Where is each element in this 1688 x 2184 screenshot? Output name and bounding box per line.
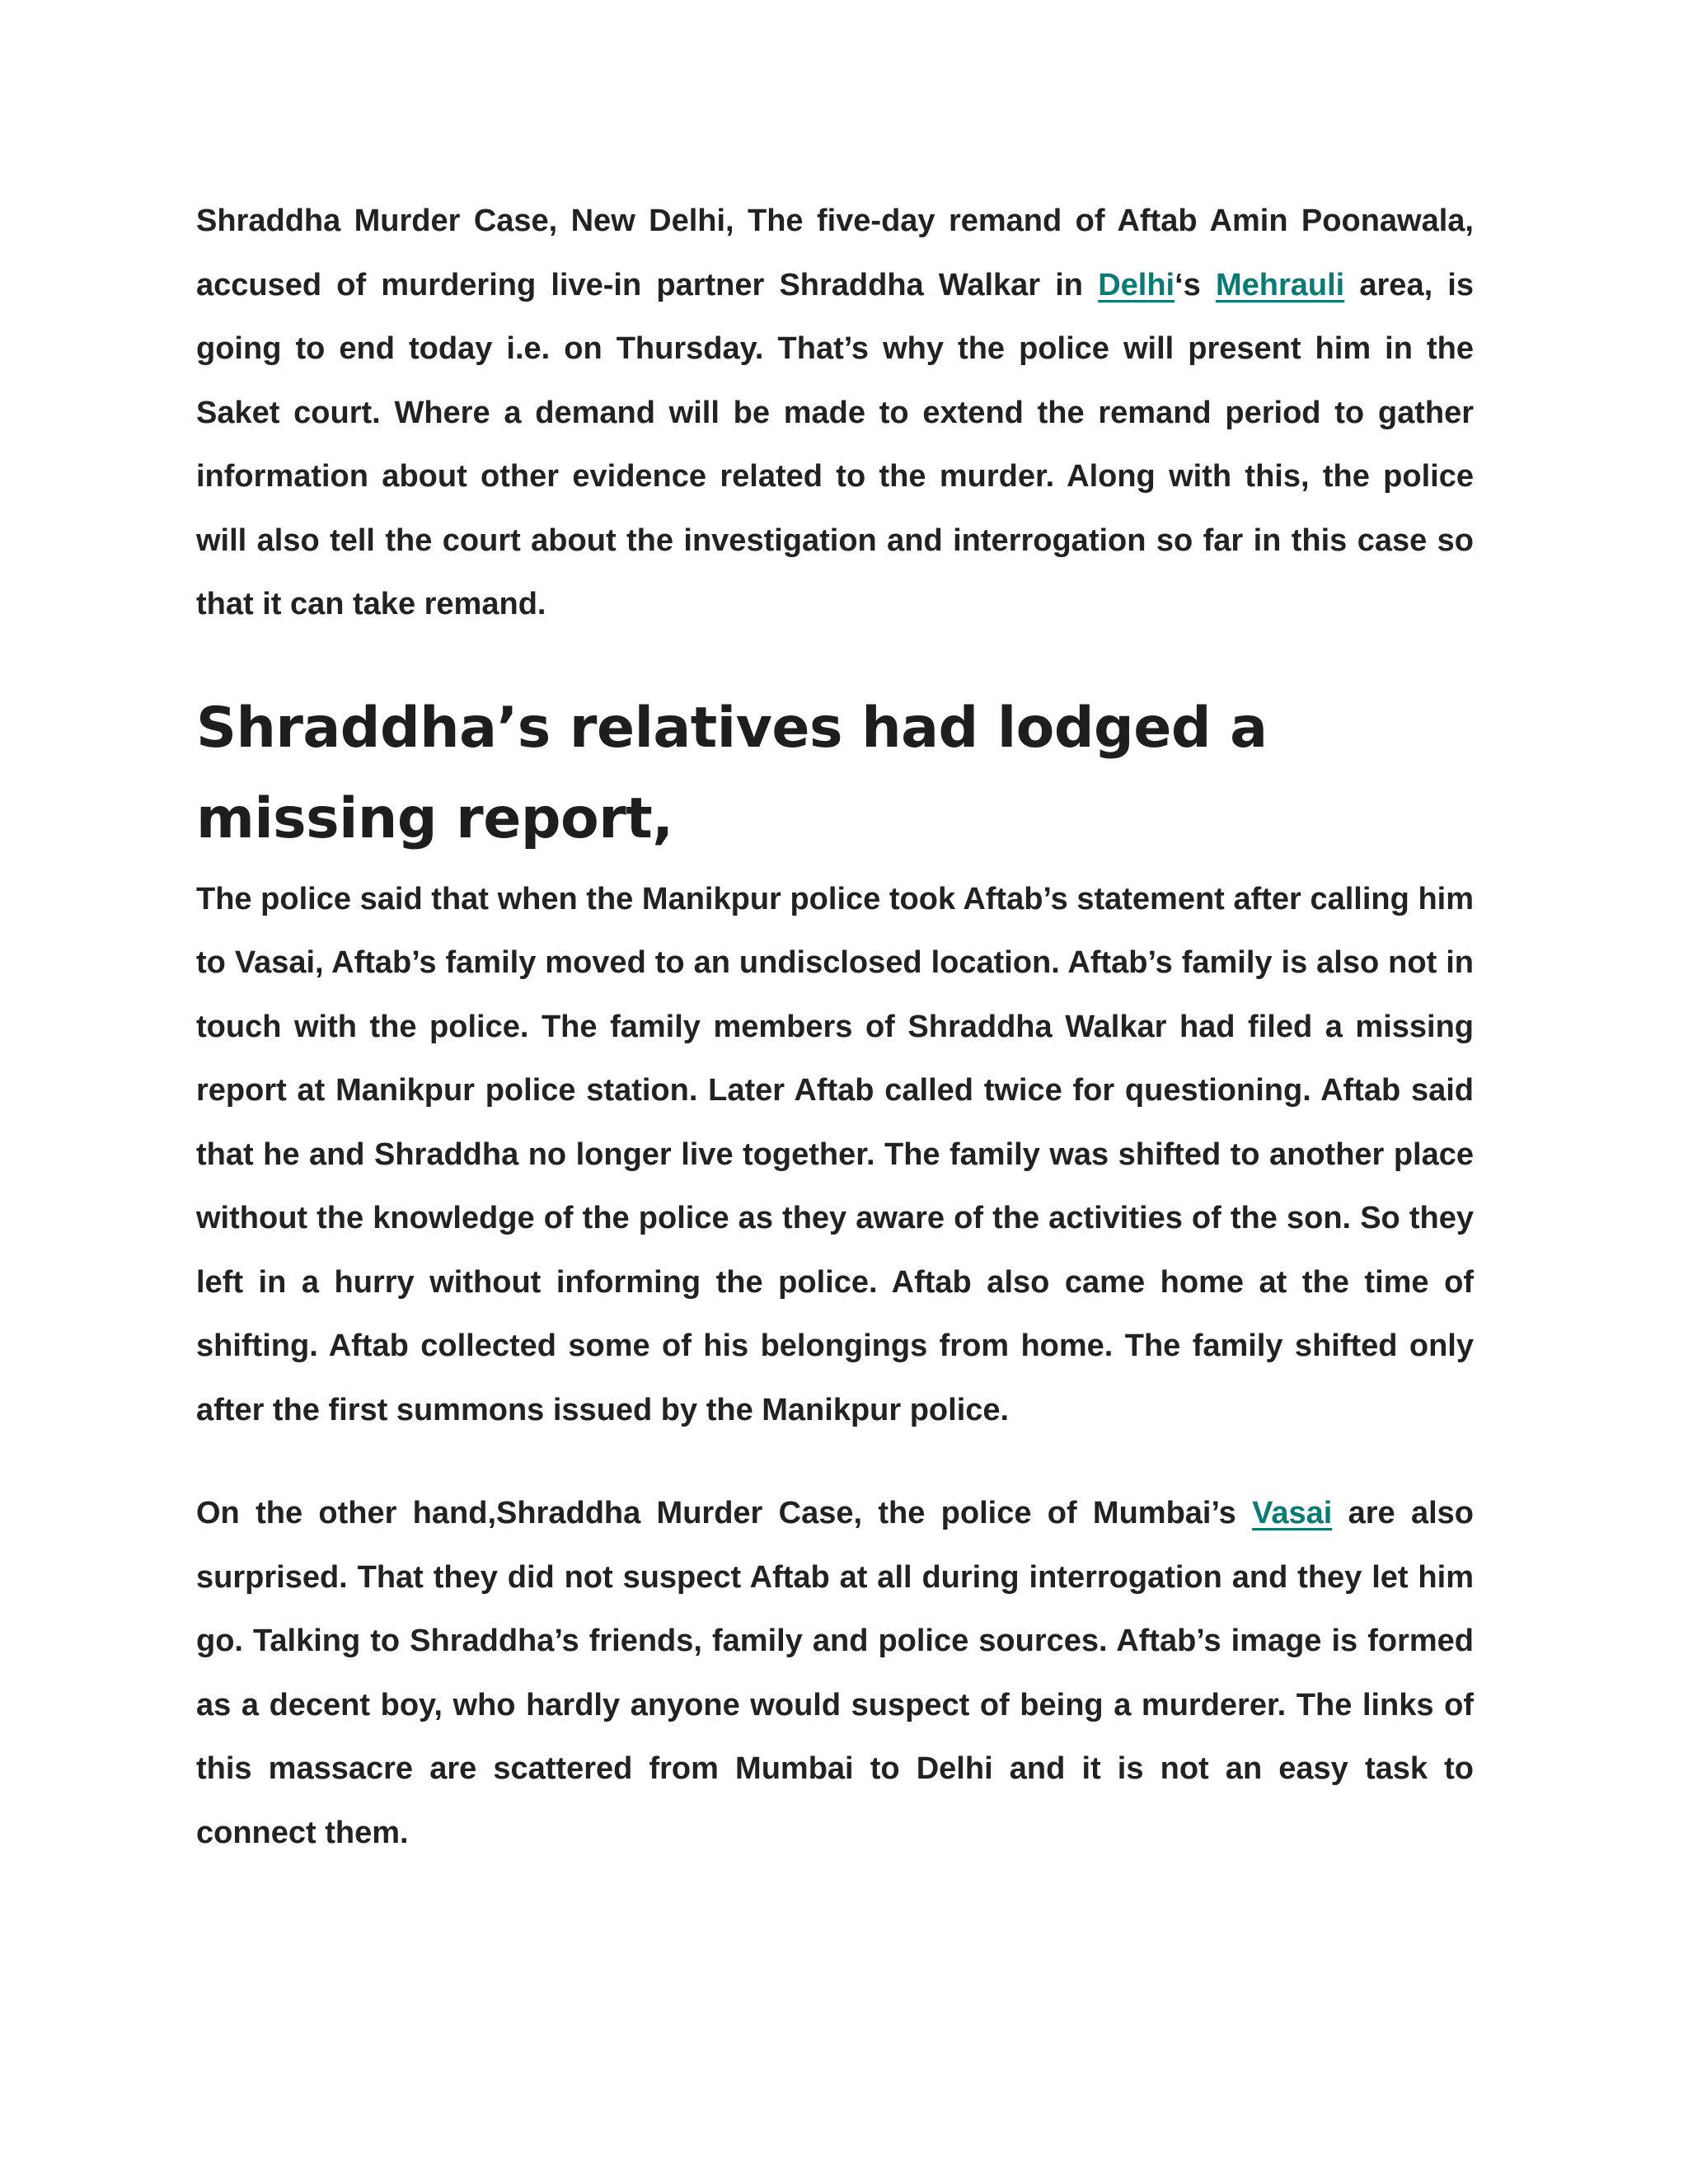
paragraph-text: On the other hand,Shraddha Murder Case, the police of Mumbai’s bbox=[196, 1496, 1253, 1530]
paragraph-vasai-police bbox=[196, 1482, 1474, 1865]
paragraph-text: Shraddha Murder Case, New Delhi, The five-day remand of Aftab Amin Poonawala, accused of murdering live-in partner Shraddha Walkar in bbox=[196, 204, 1474, 302]
paragraph-remand bbox=[196, 190, 1474, 637]
paragraph-text: area, is going to end today i.e. on Thursday. That’s why the police will present him in the Saket court. Where a demand will be made to extend the remand period to gather information about other evidence related to the murder. Along with this, the police will also tell the court about the investigation and interrogation so far in this case so that it can take remand. bbox=[196, 267, 1474, 621]
link-delhi[interactable]: Delhi bbox=[1098, 267, 1175, 302]
paragraph-missing-report: The police said that when the Manikpur police took Aftab’s statement after calling him to Vasai, Aftab’s family moved to an undisclosed location. Aftab’s family is also not in touch with the police. The family members of Shraddha Walkar had filed a missing report at Manikpur police station. Later Aftab called twice for questioning. Aftab said that he and Shraddha no longer live together. The family was shifted to another place without the knowledge of the police as they aware of the activities of the son. So they left in a hurry without informing the police. Aftab also came home at the time of shifting. Aftab collected some of his belongings from home. The family shifted only after the first summons issued by the Manikpur police. bbox=[196, 881, 1474, 1427]
paragraph-text: are also surprised. That they did not suspect Aftab at all during interrogation and they let him go. Talking to Shraddha’s friends, family and police sources. Aftab’s image is formed as a decent boy, who hardly anyone would suspect of being a murderer. The links of this massacre are scattered from Mumbai to Delhi and it is not an easy task to connect them. bbox=[196, 1496, 1474, 1850]
link-mehrauli[interactable]: Mehrauli bbox=[1215, 267, 1345, 302]
article-body bbox=[196, 190, 1474, 1865]
link-vasai[interactable]: Vasai bbox=[1252, 1496, 1333, 1530]
paragraph-text: ‘s bbox=[1175, 267, 1216, 302]
section-heading: Shraddha’s relatives had lodged a missing report, bbox=[196, 695, 1268, 851]
